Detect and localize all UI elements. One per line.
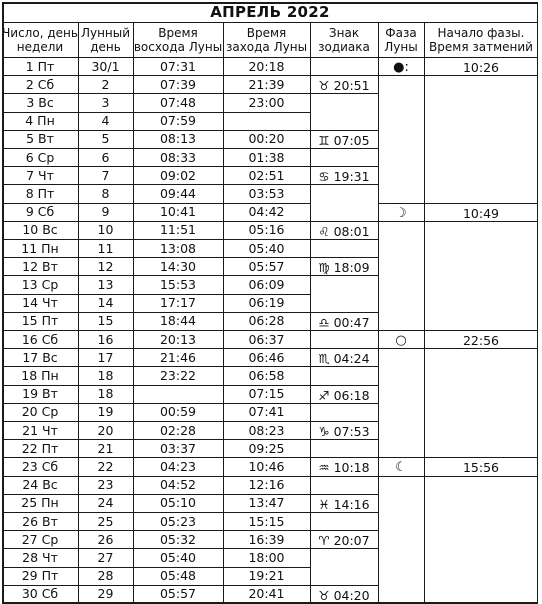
lunar-day-cell: 9 [101,204,110,220]
lunar-day-cell: 15 [97,313,114,329]
moonset-cell: 20:18 [248,58,285,74]
phase-icon [378,350,424,368]
moonrise-cell: 04:23 [159,458,197,474]
phase-time-cell [424,368,538,386]
moonrise-cell: 07:31 [159,58,197,74]
phase-time-cell [424,259,538,277]
phase-time-cell: 22:56 [462,333,500,349]
header-moonrise: Время восхода Луны [133,25,223,54]
moonrise-cell: 05:40 [159,549,197,565]
phase-icon [378,514,424,532]
date-cell: 16 Сб [21,331,59,347]
lunar-day-cell: 13 [97,276,114,292]
phase-time-cell [424,241,538,259]
phase-time-cell [424,295,538,313]
phase-time-cell [424,186,538,204]
lunar-day-cell: 3 [101,94,110,110]
moonset-cell: 15:15 [248,513,285,529]
lunar-day-cell: 11 [97,240,114,256]
zodiac-cell [310,59,378,77]
moonrise-cell: 07:39 [159,76,197,92]
moonrise-cell: 09:44 [159,185,197,201]
table-title: АПРЕЛЬ 2022 [210,3,330,21]
moonrise-cell: 04:52 [159,477,197,493]
lunar-day-cell: 18 [97,386,114,402]
phase-icon: ☽ [395,205,407,221]
moonset-cell: 02:51 [248,167,285,183]
lunar-day-cell: 4 [101,113,110,129]
zodiac-cell [310,550,378,568]
date-cell: 27 Ср [21,531,59,547]
zodiac-cell [310,277,378,295]
moonrise-cell: 05:57 [159,586,197,602]
date-cell: 14 Чт [22,295,58,311]
zodiac-cell: ♑ 07:53 [318,424,370,440]
date-cell: 7 Чт [26,167,54,183]
phase-time-cell: 10:49 [462,205,500,221]
date-cell: 10 Вс [22,222,58,238]
moonset-cell: 16:39 [248,531,285,547]
zodiac-cell: ♋ 19:31 [318,169,370,185]
zodiac-cell [310,368,378,386]
zodiac-cell: ♊ 07:05 [318,132,370,148]
moonset-cell: 23:00 [248,94,285,110]
moonrise-cell: 18:44 [159,313,197,329]
phase-icon [378,550,424,568]
date-cell: 30 Сб [21,586,59,602]
lunar-day-cell: 14 [97,295,114,311]
phase-icon [378,423,424,441]
lunar-day-cell: 25 [97,513,114,529]
lunar-day-cell: 5 [101,131,110,147]
moonset-cell: 06:58 [248,367,285,383]
phase-time-cell [424,77,538,95]
header-phase-start: Начало фазы. Время затмений [429,25,533,54]
zodiac-cell: ♉ 04:20 [318,587,370,603]
moonrise-cell: 08:13 [159,131,197,147]
moonset-cell: 10:46 [248,458,285,474]
moonset-cell: 06:46 [248,349,285,365]
zodiac-cell [310,568,378,586]
moonrise-cell: 08:33 [159,149,197,165]
phase-icon [378,295,424,313]
table-border-top [2,2,538,4]
moonset-cell: 12:16 [248,477,285,493]
date-cell: 3 Вс [26,94,54,110]
phase-icon [378,150,424,168]
phase-icon: ○ [395,333,407,349]
lunar-day-cell: 12 [97,258,114,274]
moonrise-cell: 17:17 [159,295,197,311]
moonset-cell: 06:37 [248,331,285,347]
date-cell: 2 Сб [25,76,55,92]
moonrise-cell: 05:48 [159,568,197,584]
phase-icon [378,95,424,113]
lunar-day-cell: 28 [97,568,114,584]
zodiac-cell [310,204,378,222]
phase-time-cell [424,350,538,368]
zodiac-cell [310,241,378,259]
header-phase: Фаза Луны [384,25,418,54]
moonrise-cell: 21:46 [159,349,197,365]
moonset-cell: 19:21 [248,568,285,584]
moonset-cell: 00:20 [248,131,285,147]
moonset-cell: 04:42 [248,204,285,220]
zodiac-cell [310,477,378,495]
moonrise-cell: 15:53 [159,276,197,292]
phase-time-cell [424,150,538,168]
phase-icon [378,386,424,404]
date-cell: 26 Вт [22,513,58,529]
date-cell: 29 Пт [21,568,59,584]
date-cell: 13 Ср [21,276,59,292]
moonset-cell: 06:19 [248,295,285,311]
date-cell: 1 Пт [25,58,55,74]
phase-icon [378,495,424,513]
moonset-cell: 01:38 [248,149,285,165]
zodiac-cell: ♎ 00:47 [318,314,370,330]
lunar-day-cell: 21 [97,440,114,456]
zodiac-cell: ♐ 06:18 [318,387,370,403]
moonset-cell: 08:23 [248,422,285,438]
phase-icon [378,568,424,586]
zodiac-cell [310,113,378,131]
date-cell: 9 Сб [25,204,55,220]
phase-icon [378,586,424,604]
phase-time-cell [424,168,538,186]
lunar-day-cell: 30/1 [91,58,120,74]
phase-time-cell [424,222,538,240]
moonset-cell: 03:53 [248,185,285,201]
phase-icon [378,441,424,459]
lunar-day-cell: 23 [97,477,114,493]
phase-icon [378,241,424,259]
moonrise-cell: 23:22 [159,367,197,383]
moonset-cell: 05:16 [248,222,285,238]
moonrise-cell: 09:02 [159,167,197,183]
zodiac-cell [310,404,378,422]
lunar-day-cell: 19 [97,404,114,420]
phase-icon: ●: [393,60,409,76]
lunar-day-cell: 7 [101,167,110,183]
moonrise-cell: 05:32 [159,531,197,547]
date-cell: 20 Ср [21,404,59,420]
moonset-cell: 06:28 [248,313,285,329]
lunar-day-cell: 22 [97,458,114,474]
phase-time-cell [424,423,538,441]
lunar-day-cell: 10 [97,222,114,238]
zodiac-cell: ♈ 20:07 [318,533,370,549]
lunar-day-cell: 17 [97,349,114,365]
phase-time-cell [424,586,538,604]
date-cell: 4 Пн [25,113,55,129]
date-cell: 5 Вт [26,131,54,147]
moonset-cell: 13:47 [248,495,285,511]
phase-icon [378,131,424,149]
moonset-cell: 21:39 [248,76,285,92]
moonrise-cell [133,385,223,403]
lunar-day-cell: 24 [97,495,114,511]
moonrise-cell: 13:08 [159,240,197,256]
lunar-day-cell: 8 [101,185,110,201]
zodiac-cell [310,514,378,532]
zodiac-cell [310,332,378,350]
zodiac-cell: ♏ 04:24 [318,351,370,367]
lunar-day-cell: 6 [101,149,110,165]
date-cell: 6 Ср [25,149,55,165]
phase-time-cell [424,532,538,550]
phase-icon [378,404,424,422]
phase-time-cell [424,113,538,131]
lunar-day-cell: 27 [97,549,114,565]
phase-icon [378,477,424,495]
phase-time-cell [424,95,538,113]
header-date: Число, день недели [2,25,78,54]
phase-icon [378,77,424,95]
date-cell: 25 Пн [21,495,59,511]
date-cell: 18 Пн [21,367,59,383]
moonset-cell: 20:41 [248,586,285,602]
phase-time-cell [424,404,538,422]
zodiac-cell [310,150,378,168]
phase-time-cell [424,441,538,459]
date-cell: 17 Вс [22,349,58,365]
moonrise-cell: 10:41 [159,204,197,220]
moonset-cell: 05:57 [248,258,285,274]
moonset-cell [223,112,310,130]
moonrise-cell: 02:28 [159,422,197,438]
zodiac-cell: ♍ 18:09 [318,260,370,276]
date-cell: 8 Пт [25,185,55,201]
lunar-day-cell: 2 [101,76,110,92]
date-cell: 22 Пт [21,440,59,456]
phase-time-cell [424,550,538,568]
lunar-day-cell: 16 [97,331,114,347]
phase-time-cell [424,495,538,513]
zodiac-cell: ♒ 10:18 [318,460,370,476]
phase-icon [378,186,424,204]
zodiac-cell [310,186,378,204]
lunar-day-cell: 26 [97,531,114,547]
header-zodiac: Знак зодиака [318,25,370,54]
moonset-cell: 18:00 [248,549,285,565]
phase-time-cell [424,477,538,495]
date-cell: 11 Пн [21,240,59,256]
phase-icon [378,113,424,131]
phase-time-cell [424,277,538,295]
date-cell: 21 Чт [22,422,58,438]
lunar-day-cell: 18 [97,367,114,383]
phase-icon [378,168,424,186]
phase-icon [378,222,424,240]
phase-icon: ☾ [395,460,407,476]
moonrise-cell: 05:10 [159,495,197,511]
moonset-cell: 06:09 [248,276,285,292]
zodiac-cell [310,95,378,113]
phase-time-cell [424,313,538,331]
phase-time-cell: 15:56 [462,460,500,476]
header-moonset: Время захода Луны [225,25,308,54]
phase-icon [378,368,424,386]
zodiac-cell: ♓ 14:16 [318,496,370,512]
moonrise-cell: 07:48 [159,94,197,110]
moonset-cell: 07:15 [248,386,285,402]
moonrise-cell: 07:59 [159,113,197,129]
phase-time-cell [424,514,538,532]
phase-icon [378,277,424,295]
zodiac-cell: ♉ 20:51 [318,78,370,94]
date-cell: 24 Вс [22,477,58,493]
date-cell: 28 Чт [22,549,58,565]
phase-icon [378,532,424,550]
phase-time-cell [424,568,538,586]
moonrise-cell: 11:51 [159,222,197,238]
phase-icon [378,313,424,331]
moonset-cell: 09:25 [248,440,285,456]
lunar-day-cell: 29 [97,586,114,602]
moonrise-cell: 03:37 [159,440,197,456]
moonrise-cell: 05:23 [159,513,197,529]
date-cell: 23 Сб [21,458,59,474]
zodiac-cell [310,295,378,313]
phase-icon [378,259,424,277]
date-cell: 15 Пт [21,313,59,329]
phase-time-cell [424,131,538,149]
moonrise-cell: 14:30 [159,258,197,274]
phase-time-cell [424,386,538,404]
moonset-cell: 05:40 [248,240,285,256]
lunar-day-cell: 20 [97,422,114,438]
phase-time-cell: 10:26 [462,60,500,76]
date-cell: 12 Вт [22,258,58,274]
zodiac-cell: ♌ 08:01 [318,223,370,239]
zodiac-cell [310,441,378,459]
moonrise-cell: 20:13 [159,331,197,347]
date-cell: 19 Вт [22,386,58,402]
header-lunar-day: Лунный день [80,25,131,54]
moonset-cell: 07:41 [248,404,285,420]
moonrise-cell: 00:59 [159,404,197,420]
